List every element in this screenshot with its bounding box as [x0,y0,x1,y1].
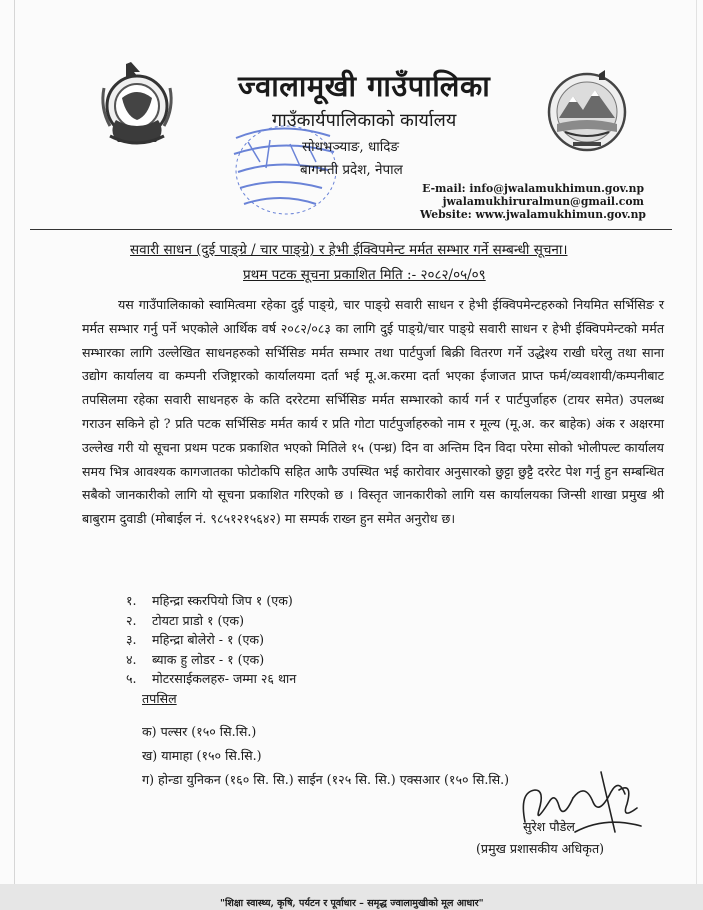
motorcycle-list [142,720,509,791]
list-item-number: ३. [126,632,137,648]
signatory-name: सुरेश पौडेल [523,819,575,834]
signatory-designation: (प्रमुख प्रशासकीय अधिकृत) [476,841,605,856]
list-item-text: ब्याक हु लोडर - १ (एक) [152,651,265,667]
published-date: प्रथम पटक सूचना प्रकाशित मिति :- २०८२/०५/०९ [243,267,486,283]
list-item-number: ५. [126,671,137,687]
address-line-2: बागमती प्रदेश, नेपाल [300,162,403,178]
list-item [126,591,296,611]
tapasil-heading: तपसिल [142,691,177,706]
municipality-logo-icon [543,66,631,154]
list-item-number: १. [126,593,137,608]
header-divider [30,229,672,230]
sub-list-item: क) पल्सर (१५० सि.सि.) [142,724,257,739]
notice-body: यस गाउँपालिकाको स्वामित्वमा रहेका दुई पाङ्ग्रे, चार पाङ्ग्रे सवारी साधन र हेभी ईक्विपमेन्टहरुको नियमित सर्भिसिङ र मर्मत सम्भार गर्नु पर्ने भएकोले आर्थिक वर्ष २०८२/०८३ का लागि दुई पाङ्ग्रे/चार पाङ्ग्रे सवारी साधन र हेभी ईक्विपमेन्टको मर्मत सम्भारका लागि उल्लेखित साधनहरुको सर्भिसिङ मर्मत सम्भार तथा पार्टपुर्जा बिक्री वितरण गर्ने उद्धेश्य राखी घरेलु तथा साना उद्योग कार्यालय वा कम्पनी रजिष्ट्रारको कार्यालयमा दर्ता भई मू.अ.करमा दर्ता भएका ईजाजत प्राप्त फर्म/व्यवशायी/कम्पनीबाट तपसिलमा रहेका सवारी साधनहरु के कति दररेटमा सर्भिसिङ मर्मत सम्भारको कार्य गर्न र पार्टपुर्जाहरु (टायर समेत) उपलब्ध गराउन सकिने हो ? प्रति पटक सर्भिसिङ मर्मत कार्य र प्रति गोटा पार्टपुर्जाहरुको नाम र मूल्य (मू.अ. कर बाहेक) अंक र अक्षरमा उल्लेख गरी यो सूचना प्रथम पटक प्रकाशित भएको मितिले १५ (पन्ध्र) दिन वा अन्तिम दिन विदा परेमा सोको भोलीपल्ट कार्यालय समय भित्र आवश्यक कागजातका फोटोकपि सहित आफै उपस्थित भई कारोवार अनुसारको छुट्टा छुट्टै दररेट पेश गर्नु हुन सम्बन्धित सबैको जानकारीको लागि यो सूचना प्रकाशित गरिएको छ । विस्तृत जानकारीको लागि यस कार्यालयका जिन्सी शाखा प्रमुख श्री बाबुराम दुवाडी (मोबाईल नं. ९८५१२१५६४२) मा सम्पर्क राख्न हुन समेत अनुरोध छ। [82,297,664,527]
list-item-number: २. [126,612,137,628]
list-item-text: महिन्द्रा बोलेरो - १ (एक) [152,632,265,648]
page-edge-right [696,0,697,910]
page-edge-left [14,0,15,910]
signature-scribble [515,762,645,850]
sub-list-item: ख) यामाहा (१५० सि.सि.) [142,747,262,763]
contact-block [420,182,644,221]
list-item-text: मोटरसाईकलहरु- जम्मा २६ थान [152,671,297,687]
sub-list-item: ग) होन्डा युनिकन (१६० सि. सि.) साईन (१२५ सि. सि.) एक्सआर (१५० सि.सि.) [142,771,510,787]
notice-subject: सवारी साधन (दुई पाङ्ग्रे / चार पाङ्ग्रे) र हेभी ईक्विपमेन्ट मर्मत सम्भार गर्ने सम्बन्धी सूचना। [130,242,568,258]
list-item [126,630,296,650]
footer-motto: "शिक्षा स्वास्थ्य, कृषि, पर्यटन र पूर्वाधार – समृद्ध ज्वालामुखीको मूल आधार" [220,898,484,909]
list-item-number: ४. [126,651,137,667]
email-secondary: jwalamukhiruralmun@gmail.com [442,195,644,208]
list-item-text: महिन्द्रा स्करपियो जिप १ (एक) [152,593,293,608]
list-item [126,650,296,670]
address-line-1: सोधभञ्याङ, धादिङ [302,139,400,155]
list-item [126,669,296,689]
list-item [126,611,296,631]
org-name: ज्वालामूखी गाउँपालिका [238,69,491,103]
email-primary: E-mail: info@jwalamukhimun.gov.np [422,182,644,195]
list-item-text: टोयटा प्राडो १ (एक) [152,612,244,628]
office-name: गाउँकार्यपालिकाको कार्यालय [272,110,457,131]
nepal-emblem-icon [96,58,178,150]
vehicle-list [126,591,296,689]
website-link: Website: www.jwalamukhimun.gov.np [420,208,646,221]
